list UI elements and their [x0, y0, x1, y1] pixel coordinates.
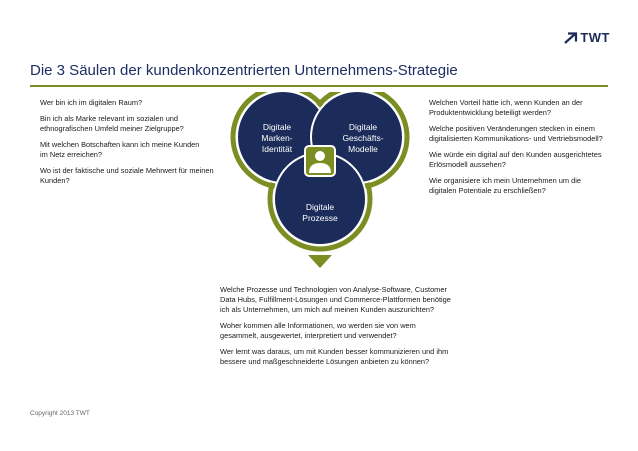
bottom-question: Welche Prozesse und Technologien von Analyse-Software, Customer Data Hubs, Fulfillment-Lösungen und Commerce-Plattformen benötige ich als Unternehmen, um mich auf meinen Kunden auszurichten? [220, 285, 451, 314]
right-question: Wie organisiere ich mein Unternehmen um die digitalen Potentiale zu erschließen? [429, 176, 581, 195]
left-circle-label-1: Digitale [262, 122, 292, 132]
right-question: Welche positiven Veränderungen stecken in einem digitalisierten Kommunikations- und Vertriebsmodell? [429, 124, 603, 143]
right-questions [429, 98, 604, 202]
left-circle-label-2: Marken- [261, 133, 293, 143]
bottom-circle-label-2: Prozesse [302, 213, 338, 223]
right-question: Wie würde ein digital auf den Kunden ausgerichtetes Erlösmodell aussehen? [429, 150, 602, 169]
right-circle-label-3: Modelle [348, 144, 378, 154]
twt-logo [564, 30, 610, 45]
three-pillars-diagram [220, 92, 420, 282]
left-questions [40, 98, 218, 192]
right-question: Welchen Vorteil hätte ich, wenn Kunden an der Produktentwicklung beteiligt werden? [429, 98, 583, 117]
arrow-logo-icon [564, 32, 578, 44]
bottom-arrow-icon [308, 255, 332, 268]
left-question: Mit welchen Botschaften kann ich meine Kunden im Netz erreichen? [40, 140, 200, 159]
logo-text: TWT [580, 30, 610, 45]
left-question: Wo ist der faktische und soziale Mehrwert für meinen Kunden? [40, 166, 214, 185]
left-question: Bin ich als Marke relevant im sozialen und ethnografischen Umfeld meiner Zielgruppe? [40, 114, 184, 133]
left-question: Wer bin ich im digitalen Raum? [40, 98, 143, 107]
person-icon [305, 146, 335, 176]
right-circle-label-2: Geschäfts- [342, 133, 384, 143]
page-title: Die 3 Säulen der kundenkonzentrierten Unternehmens-Strategie [30, 62, 458, 79]
bottom-question: Wer lernt was daraus, um mit Kunden besser kommunizieren und ihm bessere und maßgeschneiderte Lösungen anbieten zu können? [220, 347, 449, 366]
bottom-questions [220, 285, 452, 373]
left-circle-label-3: Identität [261, 144, 293, 154]
title-divider [30, 85, 608, 87]
bottom-circle-label-1: Digitale [305, 202, 335, 212]
bottom-question: Woher kommen alle Informationen, wo werden sie von wem gesammelt, ausgewertet, interpretiert und verwendet? [220, 321, 416, 340]
right-circle-label-1: Digitale [348, 122, 378, 132]
copyright-note: Copyright 2013 TWT [30, 410, 90, 417]
